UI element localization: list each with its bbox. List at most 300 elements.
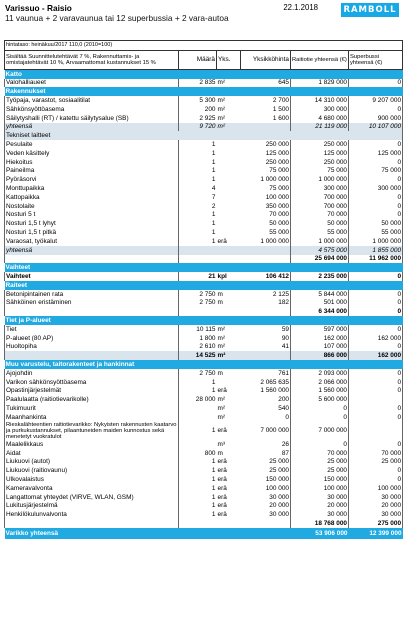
row-unit bbox=[217, 307, 241, 316]
row-tram-total: 501 000 bbox=[291, 299, 349, 308]
row-unit: erä bbox=[217, 237, 227, 245]
row-unit-price: 41 bbox=[281, 343, 289, 351]
row-quantity: 1 bbox=[211, 211, 216, 219]
table-row bbox=[5, 334, 403, 343]
row-label: Nosturi 5 t bbox=[5, 211, 179, 220]
row-tram-total: 2 235 000 bbox=[291, 272, 349, 281]
table-row bbox=[5, 449, 403, 458]
row-tram-total: 25 694 000 bbox=[291, 255, 349, 264]
row-quantity: 2 750 bbox=[199, 369, 216, 377]
row-label: Tiet bbox=[5, 325, 179, 334]
table-row bbox=[5, 369, 403, 378]
row-unit: m² bbox=[217, 123, 241, 132]
row-quantity: 1 bbox=[211, 167, 216, 175]
row-quantity: 1 bbox=[211, 458, 216, 466]
row-label: Nosturi 1,5 t pitkä bbox=[5, 228, 179, 237]
section-total-row bbox=[5, 307, 403, 316]
row-unit bbox=[217, 246, 241, 255]
row-tram-total: 25 000 bbox=[291, 466, 349, 475]
row-label: Aidat bbox=[5, 449, 179, 458]
row-superbus-total: 75 000 bbox=[349, 167, 403, 176]
row-unit-price: 761 bbox=[278, 369, 289, 377]
row-unit: m² bbox=[217, 325, 226, 333]
row-tram-total: 21 119 000 bbox=[291, 123, 349, 132]
table-row bbox=[5, 299, 403, 308]
row-tram-total: 55 000 bbox=[291, 228, 349, 237]
table-row bbox=[5, 413, 403, 422]
page-subtitle: 11 vaunua + 2 varavaunua tai 12 superbussia + 2 vara-autoa bbox=[5, 13, 229, 23]
row-superbus-total: 300 000 bbox=[349, 184, 403, 193]
row-unit-price: 1 000 000 bbox=[260, 237, 289, 245]
row-label: Nosturi 1,5 t lyhyt bbox=[5, 219, 179, 228]
row-superbus-total: 9 207 000 bbox=[349, 96, 403, 105]
row-unit bbox=[217, 228, 241, 237]
row-unit: erä bbox=[217, 493, 227, 501]
row-unit-price: 200 bbox=[278, 396, 289, 404]
row-superbus-total: 30 000 bbox=[349, 493, 403, 502]
row-unit-price: 75 000 bbox=[269, 185, 289, 193]
row-quantity: 1 bbox=[211, 476, 216, 484]
row-superbus-total: 0 bbox=[349, 158, 403, 167]
row-tram-total: 70 000 bbox=[291, 449, 349, 458]
row-unit bbox=[217, 378, 241, 387]
section-title: Tiet ja P-alueet bbox=[5, 316, 403, 325]
section-header bbox=[5, 87, 403, 96]
row-label: Pyöräsorvi bbox=[5, 175, 179, 184]
row-quantity: 2 925 bbox=[199, 114, 216, 122]
row-superbus-total: 0 bbox=[349, 140, 403, 149]
row-unit bbox=[217, 158, 241, 167]
row-superbus-total: 0 bbox=[349, 404, 403, 413]
row-unit-price bbox=[241, 123, 291, 132]
row-tram-total: 20 000 bbox=[291, 502, 349, 511]
row-unit-price: 20 000 bbox=[269, 502, 289, 510]
table-row bbox=[5, 272, 403, 281]
row-label: Paineilma bbox=[5, 167, 179, 176]
row-superbus-total: 25 000 bbox=[349, 458, 403, 467]
row-unit: m² bbox=[217, 334, 226, 342]
row-unit-price: 75 000 bbox=[269, 167, 289, 175]
row-unit: m bbox=[217, 369, 223, 377]
row-quantity bbox=[179, 404, 217, 413]
row-unit bbox=[217, 211, 241, 220]
table-row bbox=[5, 466, 403, 475]
row-label: yhteensä bbox=[5, 246, 179, 255]
row-unit: erä bbox=[217, 467, 227, 475]
table-row bbox=[5, 386, 403, 395]
row-superbus-total: 0 bbox=[349, 378, 403, 387]
row-unit-price: 100 000 bbox=[265, 484, 289, 492]
row-unit: m² bbox=[217, 343, 226, 351]
row-superbus-total: 0 bbox=[349, 343, 403, 352]
row-quantity bbox=[179, 246, 217, 255]
table-row bbox=[5, 114, 403, 123]
row-label: Työpaja, varastot, sosiaalitilat bbox=[5, 96, 179, 105]
table-row bbox=[5, 378, 403, 387]
row-label: Hiekoitus bbox=[5, 158, 179, 167]
row-tram-total: 125 000 bbox=[291, 149, 349, 158]
section-header bbox=[5, 69, 403, 78]
row-superbus-total: 55 000 bbox=[349, 228, 403, 237]
row-unit-price: 70 000 bbox=[269, 211, 289, 219]
row-tram-total: 597 000 bbox=[291, 325, 349, 334]
table-row bbox=[5, 184, 403, 193]
row-unit-price: 50 000 bbox=[269, 220, 289, 228]
row-unit-price: 106 412 bbox=[265, 273, 289, 281]
row-unit-price: 2 065 635 bbox=[260, 378, 289, 386]
ramboll-logo: RAMBOLL bbox=[341, 3, 399, 17]
row-quantity: 1 bbox=[211, 158, 216, 166]
row-superbus-total: 1 000 000 bbox=[349, 237, 403, 246]
row-unit: m² bbox=[217, 396, 226, 404]
row-unit: m² bbox=[217, 114, 226, 122]
row-tram-total: 70 000 bbox=[291, 211, 349, 220]
document-date: 22.1.2018 bbox=[283, 3, 318, 12]
row-label: Monttupaikka bbox=[5, 184, 179, 193]
row-superbus-total: 0 bbox=[349, 413, 403, 422]
table-row bbox=[5, 140, 403, 149]
row-superbus-total: 162 000 bbox=[349, 351, 403, 360]
row-label: Varikko yhteensä bbox=[5, 528, 179, 539]
table-row bbox=[5, 440, 403, 449]
table-row bbox=[5, 290, 403, 299]
row-unit bbox=[217, 528, 241, 539]
row-tram-total: 30 000 bbox=[291, 510, 349, 519]
section-total-row bbox=[5, 255, 403, 264]
row-quantity: 1 800 bbox=[199, 334, 216, 342]
row-unit-price: 1 000 000 bbox=[260, 176, 289, 184]
row-superbus-total: 0 bbox=[349, 325, 403, 334]
subtotal-row bbox=[5, 351, 403, 360]
row-quantity: 1 bbox=[211, 229, 216, 237]
row-unit: m bbox=[217, 299, 223, 307]
row-superbus-total: 20 000 bbox=[349, 502, 403, 511]
cost-table bbox=[4, 40, 403, 539]
table-row bbox=[5, 404, 403, 413]
row-label: Opastinjärjestelmät bbox=[5, 386, 179, 395]
row-unit-price: 25 000 bbox=[269, 458, 289, 466]
table-row bbox=[5, 237, 403, 246]
row-superbus-total: 0 bbox=[349, 272, 403, 281]
row-quantity: 10 115 bbox=[196, 325, 216, 333]
row-unit: erä bbox=[217, 427, 227, 435]
row-superbus-total: 162 000 bbox=[349, 334, 403, 343]
row-label: Valohalliaueet bbox=[5, 79, 179, 88]
row-unit-price: 55 000 bbox=[269, 229, 289, 237]
row-tram-total: 18 768 000 bbox=[291, 519, 349, 528]
table-row bbox=[5, 343, 403, 352]
row-tram-total: 162 000 bbox=[291, 334, 349, 343]
table-row bbox=[5, 422, 403, 440]
row-quantity: 800 bbox=[204, 449, 216, 457]
row-superbus-total: 0 bbox=[349, 440, 403, 449]
row-unit-price: 350 000 bbox=[265, 202, 289, 210]
row-quantity: 28 000 bbox=[195, 396, 216, 404]
row-unit-price: 30 000 bbox=[269, 493, 289, 501]
row-label: Liukuovi (raitiovaunu) bbox=[5, 466, 179, 475]
row-unit-price bbox=[241, 246, 291, 255]
row-unit-price: 1 600 bbox=[272, 114, 289, 122]
row-quantity bbox=[179, 255, 217, 264]
row-label: Sähköinen eristäminen bbox=[5, 299, 179, 308]
row-superbus-total: 0 bbox=[349, 202, 403, 211]
table-row bbox=[5, 79, 403, 88]
table-row bbox=[5, 96, 403, 105]
row-tram-total: 100 000 bbox=[291, 484, 349, 493]
row-unit: erä bbox=[217, 511, 227, 519]
row-unit-price: 1 560 000 bbox=[260, 387, 289, 395]
row-tram-total: 75 000 bbox=[291, 167, 349, 176]
row-unit bbox=[217, 184, 241, 193]
price-index-note: hintataso: heinäkuu/2017 110,0 (2010=100) bbox=[5, 41, 403, 51]
row-unit: m² bbox=[217, 79, 226, 87]
row-tram-total: 250 000 bbox=[291, 140, 349, 149]
row-superbus-total: 0 bbox=[349, 369, 403, 378]
row-quantity: 1 bbox=[211, 141, 216, 149]
header-tram-total: Raitiotie yhteensä (€) bbox=[291, 50, 349, 69]
row-tram-total: 107 000 bbox=[291, 343, 349, 352]
row-quantity: 1 bbox=[211, 467, 216, 475]
row-unit-price: 1 500 bbox=[272, 105, 289, 113]
row-unit-price bbox=[241, 307, 291, 316]
row-unit-price: 100 000 bbox=[265, 193, 289, 201]
row-tram-total: 4 680 000 bbox=[291, 114, 349, 123]
table-header bbox=[5, 50, 403, 69]
row-superbus-total: 0 bbox=[349, 475, 403, 484]
row-quantity bbox=[179, 519, 217, 528]
row-label bbox=[5, 351, 179, 360]
row-unit: erä bbox=[217, 502, 227, 510]
row-label: Langattomat yhteydet (VIRVE, WLAN, GSM) bbox=[5, 493, 179, 502]
row-tram-total: 0 bbox=[291, 404, 349, 413]
row-tram-total: 30 000 bbox=[291, 493, 349, 502]
row-unit: m² bbox=[217, 105, 226, 113]
row-unit: erä bbox=[217, 458, 227, 466]
row-unit-price: 0 bbox=[285, 413, 289, 421]
table-row bbox=[5, 167, 403, 176]
row-quantity: 1 bbox=[211, 378, 216, 386]
header-quantity: Määrä bbox=[179, 50, 217, 69]
row-superbus-total: 0 bbox=[349, 105, 403, 114]
row-quantity: 1 bbox=[211, 237, 216, 245]
row-superbus-total: 30 000 bbox=[349, 510, 403, 519]
row-label: yhteensä bbox=[5, 123, 179, 132]
row-quantity: 1 bbox=[211, 484, 216, 492]
row-label bbox=[5, 519, 179, 528]
row-superbus-total: 50 000 bbox=[349, 219, 403, 228]
row-label: Ulkovalaistus bbox=[5, 475, 179, 484]
row-superbus-total: 100 000 bbox=[349, 484, 403, 493]
row-quantity: 2 610 bbox=[199, 343, 216, 351]
row-tram-total: 300 000 bbox=[291, 184, 349, 193]
table-row bbox=[5, 175, 403, 184]
row-tram-total: 1 560 000 bbox=[291, 386, 349, 395]
row-unit-price: 540 bbox=[278, 404, 289, 412]
row-quantity: 1 bbox=[211, 502, 216, 510]
row-superbus-total: 0 bbox=[349, 386, 403, 395]
row-unit-price: 645 bbox=[278, 79, 289, 87]
row-tram-total: 0 bbox=[291, 440, 349, 449]
section-title: Raiteet bbox=[5, 281, 403, 290]
row-label: Rieskalähteentien raitiotievarikko: Nykyisten rakennusten kaatarvo ja purkukustannukset, pilaantuneiden maiden kunnostus sekä menetetyt vuokratulot bbox=[5, 422, 179, 440]
section-title: Rakennukset bbox=[5, 87, 403, 96]
row-unit bbox=[217, 140, 241, 149]
row-quantity: 2 750 bbox=[199, 299, 216, 307]
row-superbus-total: 0 bbox=[349, 175, 403, 184]
row-unit-price: 150 000 bbox=[265, 476, 289, 484]
row-tram-total: 1 000 000 bbox=[291, 175, 349, 184]
row-unit: kpl bbox=[217, 273, 227, 281]
row-unit-price bbox=[241, 519, 291, 528]
section-title: Muu varustelu, taitorakenteet ja hankinnat bbox=[5, 360, 403, 369]
row-unit bbox=[217, 519, 241, 528]
row-tram-total: 53 906 000 bbox=[291, 528, 349, 539]
row-label: Betonipintainen rata bbox=[5, 290, 179, 299]
row-tram-total: 50 000 bbox=[291, 219, 349, 228]
row-unit-price bbox=[241, 351, 291, 360]
row-unit-price: 7 000 000 bbox=[260, 427, 289, 435]
row-unit bbox=[217, 149, 241, 158]
row-quantity: 1 bbox=[211, 176, 216, 184]
row-label: Säilytyshalli (RT) / katettu säilytysalue (SB) bbox=[5, 114, 179, 123]
row-label: Ajojohdin bbox=[5, 369, 179, 378]
subsection-header bbox=[5, 131, 403, 140]
row-label: Veden käsittely bbox=[5, 149, 179, 158]
row-tram-total: 866 000 bbox=[291, 351, 349, 360]
row-unit-price bbox=[241, 528, 291, 539]
row-unit bbox=[217, 193, 241, 202]
row-tram-total: 0 bbox=[291, 413, 349, 422]
row-quantity: 1 bbox=[211, 149, 216, 157]
row-quantity: 21 bbox=[208, 273, 216, 281]
row-quantity: 9 720 bbox=[179, 123, 217, 132]
table-row bbox=[5, 325, 403, 334]
row-unit-price: 2 125 bbox=[272, 290, 289, 298]
row-label: Nostolaite bbox=[5, 202, 179, 211]
row-tram-total: 700 000 bbox=[291, 193, 349, 202]
row-quantity: 1 bbox=[211, 220, 216, 228]
row-unit: m² bbox=[217, 413, 226, 421]
header-description: Sisältää Suunnittelutehtävät 7 %, Rakennuttamis- ja omistajatehtävät 10 %, Arvaamattomat kustannukset 15 % bbox=[5, 50, 179, 69]
row-tram-total: 25 000 bbox=[291, 458, 349, 467]
row-unit bbox=[217, 167, 241, 176]
row-tram-total: 2 066 000 bbox=[291, 378, 349, 387]
row-label: Vaihteet bbox=[5, 272, 179, 281]
row-unit bbox=[217, 255, 241, 264]
row-tram-total: 150 000 bbox=[291, 475, 349, 484]
row-superbus-total bbox=[349, 395, 403, 404]
row-quantity: 5 300 bbox=[199, 97, 216, 105]
row-quantity: 1 bbox=[211, 387, 216, 395]
row-tram-total: 700 000 bbox=[291, 202, 349, 211]
row-superbus-total: 275 000 bbox=[349, 519, 403, 528]
row-unit-price: 90 bbox=[281, 334, 289, 342]
row-superbus-total: 125 000 bbox=[349, 149, 403, 158]
row-unit: m² bbox=[217, 404, 226, 412]
row-unit-price: 25 000 bbox=[269, 467, 289, 475]
row-unit: erä bbox=[217, 484, 227, 492]
row-quantity: 2 835 bbox=[199, 79, 216, 87]
section-total-row bbox=[5, 519, 403, 528]
table-row bbox=[5, 193, 403, 202]
table-row bbox=[5, 502, 403, 511]
row-unit-price: 87 bbox=[281, 449, 289, 457]
row-superbus-total: 0 bbox=[349, 307, 403, 316]
row-superbus-total: 0 bbox=[349, 193, 403, 202]
row-unit: m² bbox=[217, 351, 241, 360]
subtotal-row bbox=[5, 123, 403, 132]
row-superbus-total: 1 855 000 bbox=[349, 246, 403, 255]
row-unit-price: 182 bbox=[278, 299, 289, 307]
page-title: Varissuo - Raisio bbox=[5, 3, 72, 13]
row-unit: m bbox=[217, 449, 223, 457]
table-row bbox=[5, 395, 403, 404]
section-header bbox=[5, 281, 403, 290]
table-row bbox=[5, 202, 403, 211]
row-quantity: 14 525 bbox=[179, 351, 217, 360]
row-tram-total: 300 000 bbox=[291, 105, 349, 114]
row-tram-total: 1 000 000 bbox=[291, 237, 349, 246]
section-header bbox=[5, 360, 403, 369]
grand-total-row bbox=[5, 528, 403, 539]
row-quantity bbox=[179, 528, 217, 539]
row-quantity: 200 bbox=[204, 105, 216, 113]
section-header bbox=[5, 263, 403, 272]
row-unit: m³ bbox=[217, 440, 226, 448]
row-superbus-total: 70 000 bbox=[349, 449, 403, 458]
row-unit-price: 2 700 bbox=[272, 97, 289, 105]
row-superbus-total bbox=[349, 422, 403, 440]
row-unit bbox=[217, 175, 241, 184]
row-label: Kattopaikka bbox=[5, 193, 179, 202]
row-unit: m bbox=[217, 290, 223, 298]
row-tram-total: 7 000 000 bbox=[291, 422, 349, 440]
table-row bbox=[5, 493, 403, 502]
row-quantity bbox=[179, 440, 217, 449]
row-tram-total: 14 310 000 bbox=[291, 96, 349, 105]
row-tram-total: 1 829 000 bbox=[291, 79, 349, 88]
row-unit-price: 59 bbox=[281, 325, 289, 333]
row-label: Varikon sähkönsyöttöasema bbox=[5, 378, 179, 387]
row-superbus-total: 0 bbox=[349, 211, 403, 220]
row-label: Varaosat, työkalut bbox=[5, 237, 179, 246]
row-unit-price: 26 bbox=[281, 440, 289, 448]
row-unit-price: 125 000 bbox=[265, 149, 289, 157]
row-unit bbox=[217, 219, 241, 228]
row-label: Henkilökulunvalvonta bbox=[5, 510, 179, 519]
row-superbus-total: 0 bbox=[349, 466, 403, 475]
row-label: Tukimuurit bbox=[5, 404, 179, 413]
row-tram-total: 6 344 000 bbox=[291, 307, 349, 316]
row-tram-total: 5 844 000 bbox=[291, 290, 349, 299]
row-label: Kameravalvonta bbox=[5, 484, 179, 493]
row-label bbox=[5, 307, 179, 316]
row-tram-total: 4 575 000 bbox=[291, 246, 349, 255]
row-superbus-total: 0 bbox=[349, 299, 403, 308]
row-label: Huoltopiha bbox=[5, 343, 179, 352]
table-row bbox=[5, 149, 403, 158]
row-superbus-total: 0 bbox=[349, 79, 403, 88]
table-row bbox=[5, 158, 403, 167]
row-quantity bbox=[179, 307, 217, 316]
table-row bbox=[5, 105, 403, 114]
row-label: Lukitusjärjestelmä bbox=[5, 502, 179, 511]
table-row bbox=[5, 228, 403, 237]
price-index-row bbox=[5, 41, 403, 51]
row-label bbox=[5, 255, 179, 264]
row-label: Liukuovi (autot) bbox=[5, 458, 179, 467]
row-superbus-total: 0 bbox=[349, 290, 403, 299]
